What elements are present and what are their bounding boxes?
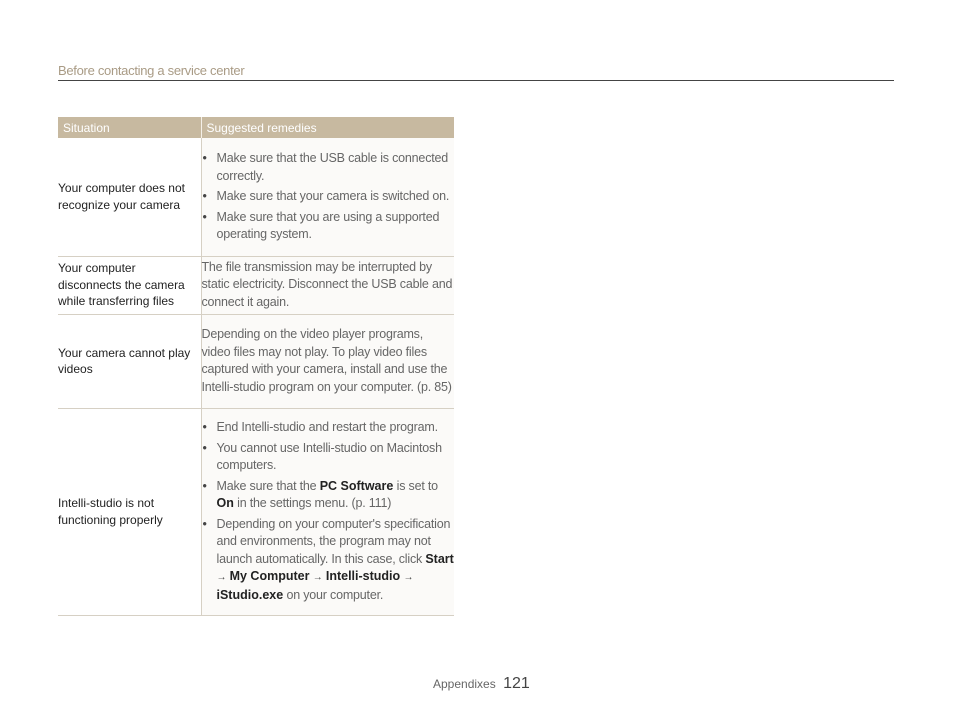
column-header-remedies: Suggested remedies bbox=[201, 117, 454, 138]
page-number: 121 bbox=[503, 675, 530, 692]
remedy-text: Depending on the video player programs, video files may not play. To play video files captured with your camera, install and use the Intelli-studio program on your computer. (p. 85) bbox=[201, 327, 452, 394]
header-title: Before contacting a service center bbox=[58, 63, 245, 78]
list-item bbox=[202, 516, 455, 605]
path-my-computer: My Computer bbox=[229, 569, 310, 583]
path-start: Start bbox=[425, 551, 454, 566]
list-item bbox=[202, 209, 455, 244]
remedy-list bbox=[202, 150, 455, 244]
remedy-text: Make sure that the USB cable is connected correctly. bbox=[216, 151, 449, 183]
column-header-situation: Situation bbox=[58, 117, 201, 138]
table-row bbox=[58, 138, 454, 256]
situation-cell: Your camera cannot play videos bbox=[58, 314, 201, 408]
situation-cell: Intelli-studio is not functioning properly bbox=[58, 408, 201, 615]
situation-cell: Your computer does not recognize your camera bbox=[58, 138, 201, 256]
bullet-icon: • bbox=[202, 440, 207, 455]
page-header bbox=[58, 62, 894, 81]
page-footer bbox=[433, 675, 530, 695]
situation-cell: Your computer disconnects the camera while transferring files bbox=[58, 256, 201, 314]
bullet-icon: • bbox=[202, 420, 207, 434]
list-item bbox=[202, 440, 455, 475]
table-header-row bbox=[58, 117, 454, 138]
footer-section: Appendixes bbox=[433, 677, 496, 691]
remedy-cell bbox=[201, 408, 454, 615]
list-item bbox=[202, 150, 455, 185]
remedy-text: Make sure that your camera is switched on. bbox=[216, 189, 450, 203]
table-row bbox=[58, 408, 454, 615]
list-item bbox=[202, 478, 455, 513]
remedy-list bbox=[202, 419, 455, 604]
remedy-text: Make sure that the bbox=[216, 478, 320, 493]
path-istudio-exe: iStudio.exe bbox=[216, 587, 284, 602]
remedy-text: Make sure that you are using a supported operating system. bbox=[216, 209, 440, 241]
arrow-right-icon: → bbox=[312, 572, 323, 583]
remedy-text: End Intelli-studio and restart the program. bbox=[216, 420, 438, 434]
remedy-text: in the settings menu. (p. 111) bbox=[233, 496, 392, 510]
list-item bbox=[202, 419, 455, 437]
arrow-right-icon: → bbox=[216, 572, 227, 583]
table-row bbox=[58, 314, 454, 408]
remedy-cell bbox=[201, 314, 454, 408]
menu-name-pc-software: PC Software bbox=[319, 478, 394, 493]
option-name-on: On bbox=[216, 496, 234, 510]
arrow-right-icon: → bbox=[403, 572, 414, 583]
remedy-text: The file transmission may be interrupted by static electricity. Disconnect the USB cable and connect it again. bbox=[201, 259, 453, 309]
path-intelli-studio: Intelli-studio bbox=[325, 569, 401, 583]
remedy-text: is set to bbox=[393, 478, 438, 493]
bullet-icon: • bbox=[202, 516, 207, 531]
troubleshooting-table bbox=[58, 117, 454, 616]
remedy-text: on your computer. bbox=[283, 587, 384, 602]
bullet-icon: • bbox=[202, 209, 207, 224]
remedy-text: Depending on your computer's specification and environments, the program may not launch automatically. In this case, click bbox=[216, 516, 451, 566]
bullet-icon: • bbox=[202, 189, 207, 203]
table-row bbox=[58, 256, 454, 314]
remedy-cell bbox=[201, 256, 454, 314]
bullet-icon: • bbox=[202, 478, 207, 493]
bullet-icon: • bbox=[202, 151, 207, 165]
remedy-text: You cannot use Intelli-studio on Macintosh computers. bbox=[216, 440, 442, 472]
remedy-cell bbox=[201, 138, 454, 256]
list-item bbox=[202, 188, 455, 206]
